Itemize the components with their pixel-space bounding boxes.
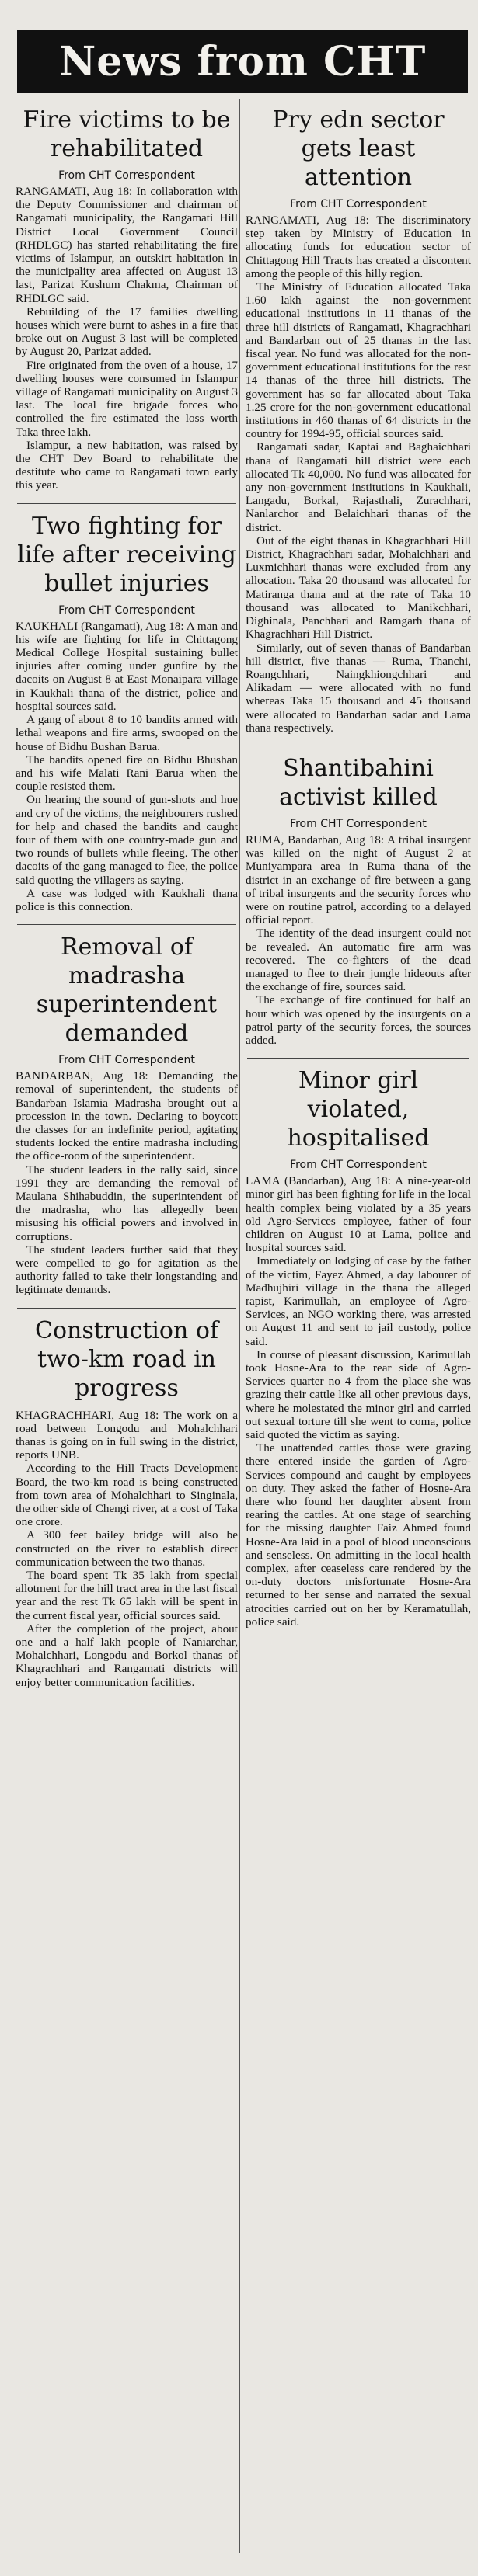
paragraph: LAMA (Bandarban), Aug 18: A nine-year-old minor girl has been fighting for life in the local health complex being violated by a 35 years old Agro-Services employee, father of four children on August 10 at Lama, police and hospital sources said.	[246, 1174, 471, 1255]
headline: Construction of two-km road in progress	[35, 1316, 218, 1402]
paragraph: Fire originated from the oven of a house, 17 dwelling houses were consumed in Islampur village of Rangamati municipality on August 3 last. The local fire brigade forces who controlled the fire estimated the loss worth Taka three lakh.	[16, 358, 238, 439]
paragraph: In course of pleasant discussion, Karimullah took Hosne-Ara to the rear side of Agro-Services quarter no 4 from the place she was grazing their cattle like all other previous days, where he molestated the minor girl and carried out sexual torture till she went to coma, police said quoted the victim as saying.	[246, 1347, 471, 1442]
paragraph: Similarly, out of seven thanas of Bandarban hill district, five thanas — Ruma, Thanchi, Roangchhari, Naingkhiongchhari and Alikadam — were allocated with no fund whereas Taka 15 thousand and 45 thousand were allocated to Bandarban sadar and Lama thana respectively.	[246, 641, 471, 735]
paragraph: Rebuilding of the 17 families dwelling houses which were burnt to ashes in a fire that broke out on August 3 last will be completed by August 20, Parizat added.	[16, 304, 238, 359]
paragraph: The exchange of fire continued for half an hour which was opened by the insurgents on a patrol party of the security forces, the sources added.	[246, 993, 471, 1047]
article-madrasha	[16, 933, 238, 1296]
byline: From CHT Correspondent	[58, 169, 195, 182]
paragraph: RANGAMATI, Aug 18: The discriminatory step taken by Ministry of Education in allocating funds for education sector of Chittagong Hill Tracts has created a discontent among the people of this hilly region.	[246, 214, 471, 280]
paragraph: The bandits opened fire on Bidhu Bhushan and his wife Malati Rani Barua when the couple resisted them.	[16, 753, 238, 794]
left-column	[16, 99, 238, 1689]
headline: Minor girl violated, hospitalised	[287, 1067, 430, 1152]
headline: Removal of madrasha superintendent demanded	[36, 933, 218, 1048]
paragraph: The unattended cattles those were grazing there entered inside the garden of Agro-Services compound and caught by employees on duty. They asked the father of Hosne-Ara there who found her daughter absent from rearing the cattles. At one stage of searching for the missing daughter Faiz Ahmed found Hosne-Ara laid in a pool of blood unconscious and senseless. On admitting in the local health complex, after ceaseless care rendered by the on-duty doctors misfortunate Hosne-Ara returned to her sense and narrated the sexual atrocities carried out on her by Keramatullah, police said.	[246, 1441, 471, 1629]
paragraph: According to the Hill Tracts Development Board, the two-km road is being constructed from town area of Mohalchhari to Singinala, the other side of Chengi river, at a cost of Taka one crore.	[16, 1462, 238, 1529]
paragraph: After the completion of the project, about one and a half lakh people of Naniarchar, Mohalchhari, Longodu and Borkol thanas of Khagrachhari and Rangamati districts will enjoy better communication facilities.	[16, 1622, 238, 1689]
paragraph: The Ministry of Education allocated Taka 1.60 lakh against the non-government educational institutions in 11 thanas of the three hill districts of Rangamati, Khagrachhari and Bandarban out of 25 thanas in the last fiscal year. No fund was allocated for the non-government educational institutions for the rest 14 thanas of the three hill districts. The government has so far allocated about Taka 1.25 crore for the non-government educational institutions in 460 thanas of 64 districts in the country for 1994-95, official sources said.	[246, 280, 471, 441]
paragraph: KHAGRACHHARI, Aug 18: The work on a road between Longodu and Mohalchhari thanas is going on in full swing in the district, reports UNB.	[16, 1408, 238, 1462]
article-separator	[17, 1308, 236, 1309]
byline: From CHT Correspondent	[58, 603, 195, 617]
article-fire-victims	[16, 106, 238, 492]
article-primary-education	[246, 106, 471, 735]
headline: Shantibahini activist killed	[279, 754, 438, 811]
section-banner: News from CHT	[17, 30, 468, 93]
article-bullet-injuries	[16, 512, 238, 913]
paragraph: A case was lodged with Kaukhali thana police is this connection.	[16, 886, 238, 913]
paragraph: A 300 feet bailey bridge will also be constructed on the river to establish direct communication between the two thanas.	[16, 1528, 238, 1569]
headline: Pry edn sector gets least attention	[272, 106, 445, 191]
paragraph: The student leaders in the rally said, since 1991 they are demanding the removal of Maulana Shihabuddin, the superintendent of the madrasha, who has allegedly been misusing his official powers and involved in corruptions.	[16, 1163, 238, 1243]
byline: From CHT Correspondent	[290, 817, 427, 830]
headline: Fire victims to be rehabilitated	[23, 106, 231, 162]
article-body	[16, 185, 238, 492]
byline: From CHT Correspondent	[290, 1159, 427, 1172]
article-body	[246, 1174, 471, 1629]
paragraph: The board spent Tk 35 lakh from special allotment for the hill tract area in the last fiscal year and the rest Tk 65 lakh will be spent in the current fiscal year, official sources said.	[16, 1569, 238, 1622]
article-separator	[17, 503, 236, 504]
paragraph: Out of the eight thanas in Khagrachhari Hill District, Khagrachhari sadar, Mohalchhari and Luxmichhari thanas were excluded from any allocation. Taka 20 thousand was allocated for Matiranga thana and at the rate of Taka 10 thousand was allocated to Manikchhari, Dighinala, Panchhari and Ramgarh thana of Khagrachhari Hill District.	[246, 534, 471, 641]
article-separator	[247, 1058, 469, 1059]
article-body	[16, 620, 238, 913]
paragraph: BANDARBAN, Aug 18: Demanding the removal of superintendent, the students of Bandarban Islamia Madrasha brought out a procession in the town. Declaring to boycott the classes for an indefinite period, agitating students locked the entire madrasha including the office-room of the superintendent.	[16, 1069, 238, 1163]
article-body	[16, 1409, 238, 1689]
paragraph: Immediately on lodging of case by the father of the victim, Fayez Ahmed, a day labourer of Madhujhiri village in the thana the alleged rapist, Karimullah, an employee of Agro-Services, an NGO working there, was arrested on August 11 and sent to jail custody, police said.	[246, 1254, 471, 1348]
paragraph: Islampur, a new habitation, was raised by the CHT Dev Board to rehabilitate the destitute who came to Rangamati town early this year.	[16, 438, 238, 492]
paragraph: The identity of the dead insurgent could not be revealed. An automatic fire arm was recovered. The co-fighters of the dead managed to flee to their jungle hideouts after the exchange of fire, sources said.	[246, 926, 471, 994]
article-separator	[17, 924, 236, 925]
paragraph: RANGAMATI, Aug 18: In collaboration with the Deputy Commissioner and chairman of Rangamati municipality, the Rangamati Hill District Local Government Council (RHDLGC) has started rehabilitating the fire victims of Islampur, an outskirt habitation in the municipality area affected on August 13 last, Parizat Kushum Chakma, Chairman of RHDLGC said.	[16, 185, 238, 305]
article-minor-girl	[246, 1066, 471, 1629]
article-body	[246, 214, 471, 735]
article-shantibahini	[246, 754, 471, 1047]
paragraph: RUMA, Bandarban, Aug 18: A tribal insurgent was killed on the night of August 2 at Muniyampara area in Ruma thana of the district in an exchange of fire between a gang of tribal insurgents and the security forces who were on routine patrol, according to a delayed official report.	[246, 833, 471, 927]
right-column	[246, 99, 471, 1629]
paragraph: Rangamati sadar, Kaptai and Baghaichhari thana of Rangamati hill district were each allocated Tk 40,000. No fund was allocated for any non-government institutions in Kaukhali, Langadu, Borkal, Rajasthali, Zurachhari, Nanlarchor and Belaichhari thanas of the district.	[246, 440, 471, 534]
byline: From CHT Correspondent	[290, 198, 427, 210]
paragraph: A gang of about 8 to 10 bandits armed with lethal weapons and fire arms, swooped on the house of Bidhu Bushan Barua.	[16, 713, 238, 753]
paragraph: The student leaders further said that they were compelled to go for agitation as the authority failed to take their longstanding and legitimate demands.	[16, 1243, 238, 1297]
paragraph: KAUKHALI (Rangamati), Aug 18: A man and his wife are fighting for life in Chittagong Medical College Hospital sustaining bullet injuries after coming under gunfire by the dacoits on August 8 at East Monaipara village in Kaukhali thana of the district, police and hospital sources said.	[16, 619, 238, 713]
paragraph: On hearing the sound of gun-shots and hue and cry of the victims, the neighbourers rushed for help and chased the bandits and caught four of them with one country-made gun and two rounds of bullets while fleeing. The other dacoits of the gang managed to flee, the police said quoting the villagers as saying.	[16, 793, 238, 887]
byline: From CHT Correspondent	[58, 1054, 195, 1067]
article-road	[16, 1316, 238, 1689]
article-body	[16, 1069, 238, 1296]
headline: Two fighting for life after receiving bullet injuries	[17, 512, 236, 597]
article-body	[246, 833, 471, 1047]
column-divider	[239, 99, 240, 2553]
